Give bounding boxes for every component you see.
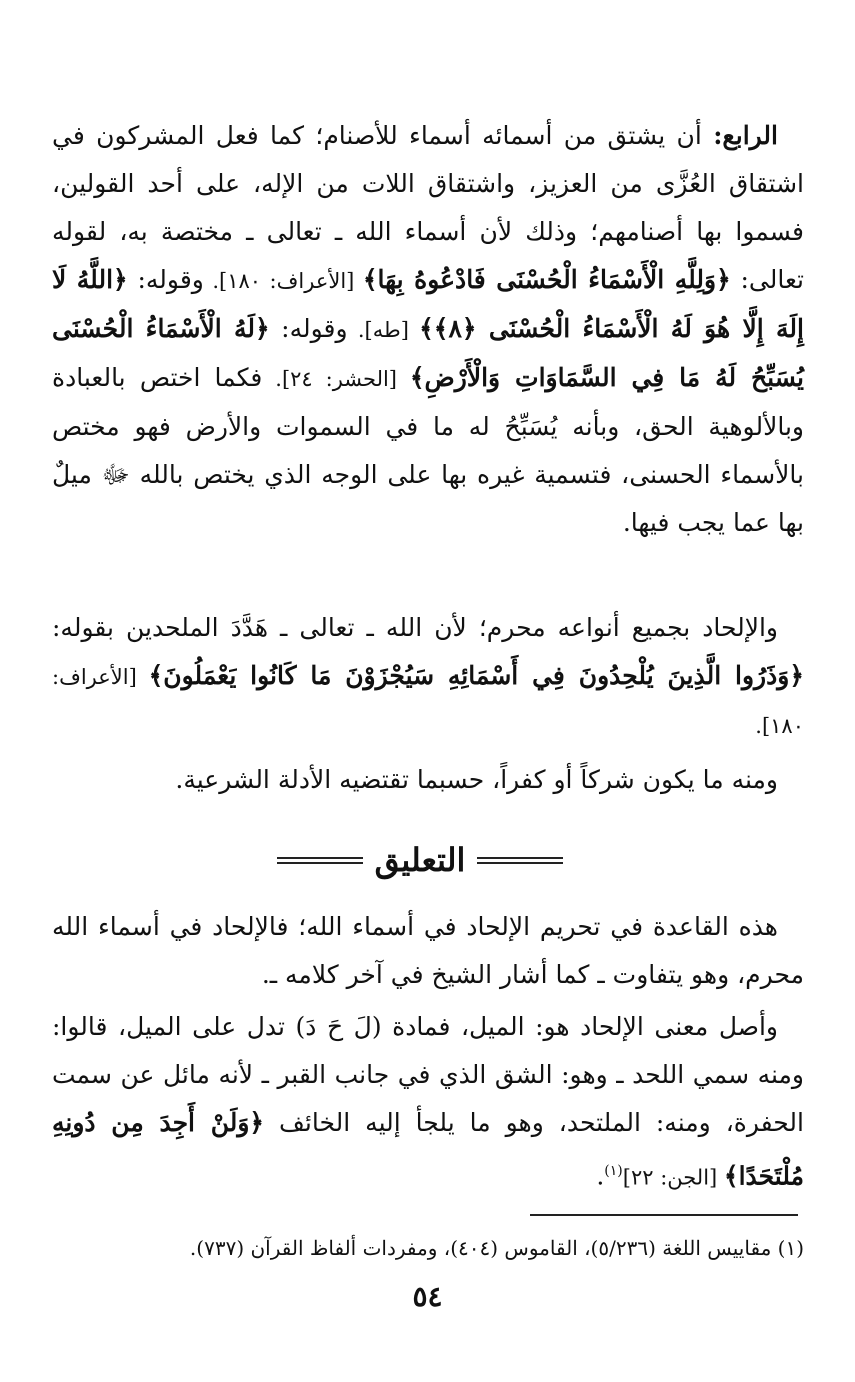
verse-reference: [الأعراف: ١٨٠]. [52,665,804,738]
heading-ornament-line [477,857,563,864]
verse-reference: [الحشر: ٢٤]. [262,367,410,391]
verse-reference: [الأعراف: ١٨٠]. [203,269,363,293]
text-run: فكما اختص بالعبادة وبالألوهية الحق، وبأنه يُسَبِّحُ له ما في السموات والأرض فهو مختص بالأسماء الحسنى، فتسمية غيره بها على الوجه الذي يختص بالله ﷻ ميلٌ بها عما يجب فيها. [52,363,804,537]
text-run: والإلحاد بجميع أنواعه محرم؛ لأن الله ـ تعالى ـ هَدَّدَ الملحدين بقوله: [52,613,778,642]
verse-reference: [الجن: ٢٢] [622,1165,724,1190]
paragraph-ilhad-prohibited [52,604,804,750]
paragraph-text [52,756,804,804]
paragraph-ilhad-meaning [52,1003,804,1201]
footnote-marker[interactable]: (١) [604,1163,623,1179]
page-number: ٥٤ [412,1280,443,1313]
quran-verse: ﴿وَلَنْ أَجِدَ مِن دُونِهِ مُلْتَحَدًا﴾ [52,1108,804,1191]
quran-verse: ﴿وَلِلَّهِ الْأَسْمَاءُ الْحُسْنَى فَادْعُوهُ بِهَا﴾ [362,265,731,294]
text-run: وقوله: [127,265,204,294]
footnote-separator [530,1214,798,1216]
section-lead: الرابع: [713,121,778,150]
paragraph-text [52,1003,804,1201]
paragraph-fourth-type [52,112,804,547]
verse-reference: [طه]. [347,318,420,342]
text-run: ومنه ما يكون شركاً أو كفراً، حسبما تقتضيه الأدلة الشرعية. [175,765,778,794]
paragraph-commentary-intro [52,903,804,999]
paragraph-shirk-kufr [52,756,804,804]
heading-title: التعليق [374,841,466,879]
heading-ornament-line [277,857,363,864]
quran-verse: ﴿اللَّهُ لَا إِلَهَ إِلَّا هُوَ لَهُ الْأَسْمَاءُ الْحُسْنَى ﴿٨﴾﴾ [52,265,804,343]
text-run: أن يشتق من أسمائه أسماء للأصنام؛ كما فعل المشركون في اشتقاق العُزَّى من العزيز، واشتقاق اللات من الإله، على أحد القولين، فسموا بها أصنامهم؛ وذلك لأن أسماء الله ـ تعالى ـ مختصة به، لقوله تعالى: [52,121,804,294]
paragraph-text [52,903,804,999]
quran-verse: ﴿وَذَرُوا الَّذِينَ يُلْحِدُونَ فِي أَسْمَائِهِ سَيُجْزَوْنَ مَا كَانُوا يَعْمَلُونَ﴾ [148,661,804,690]
text-run: وأصل معنى الإلحاد هو: الميل، فمادة (لَ حَ دَ) تدل على الميل، قالوا: ومنه سمي اللحد ـ وهو: الشق الذي في جانب القبر ـ لأنه مائل عن سمت الحفرة، ومنه: الملتحد، وهو ما يلجأ إليه الخائف [52,1012,804,1137]
text-run: هذه القاعدة في تحريم الإلحاد في أسماء الله؛ فالإلحاد في أسماء الله محرم، وهو يتفاوت ـ كما أشار الشيخ في آخر كلامه ـ. [52,912,804,989]
section-heading [270,834,570,886]
paragraph-text [52,604,804,750]
paragraph-text [52,112,804,547]
footnote: (١) مقاييس اللغة (٥/٢٣٦)، القاموس (٤٠٤)، ومفردات ألفاظ القرآن (٧٣٧). [189,1236,804,1260]
text-run: وقوله: [269,314,348,343]
quran-verse: ﴿لَهُ الْأَسْمَاءُ الْحُسْنَى يُسَبِّحُ لَهُ مَا فِي السَّمَاوَاتِ وَالْأَرْضِ﴾ [52,314,804,392]
text-run: . [596,1161,605,1191]
